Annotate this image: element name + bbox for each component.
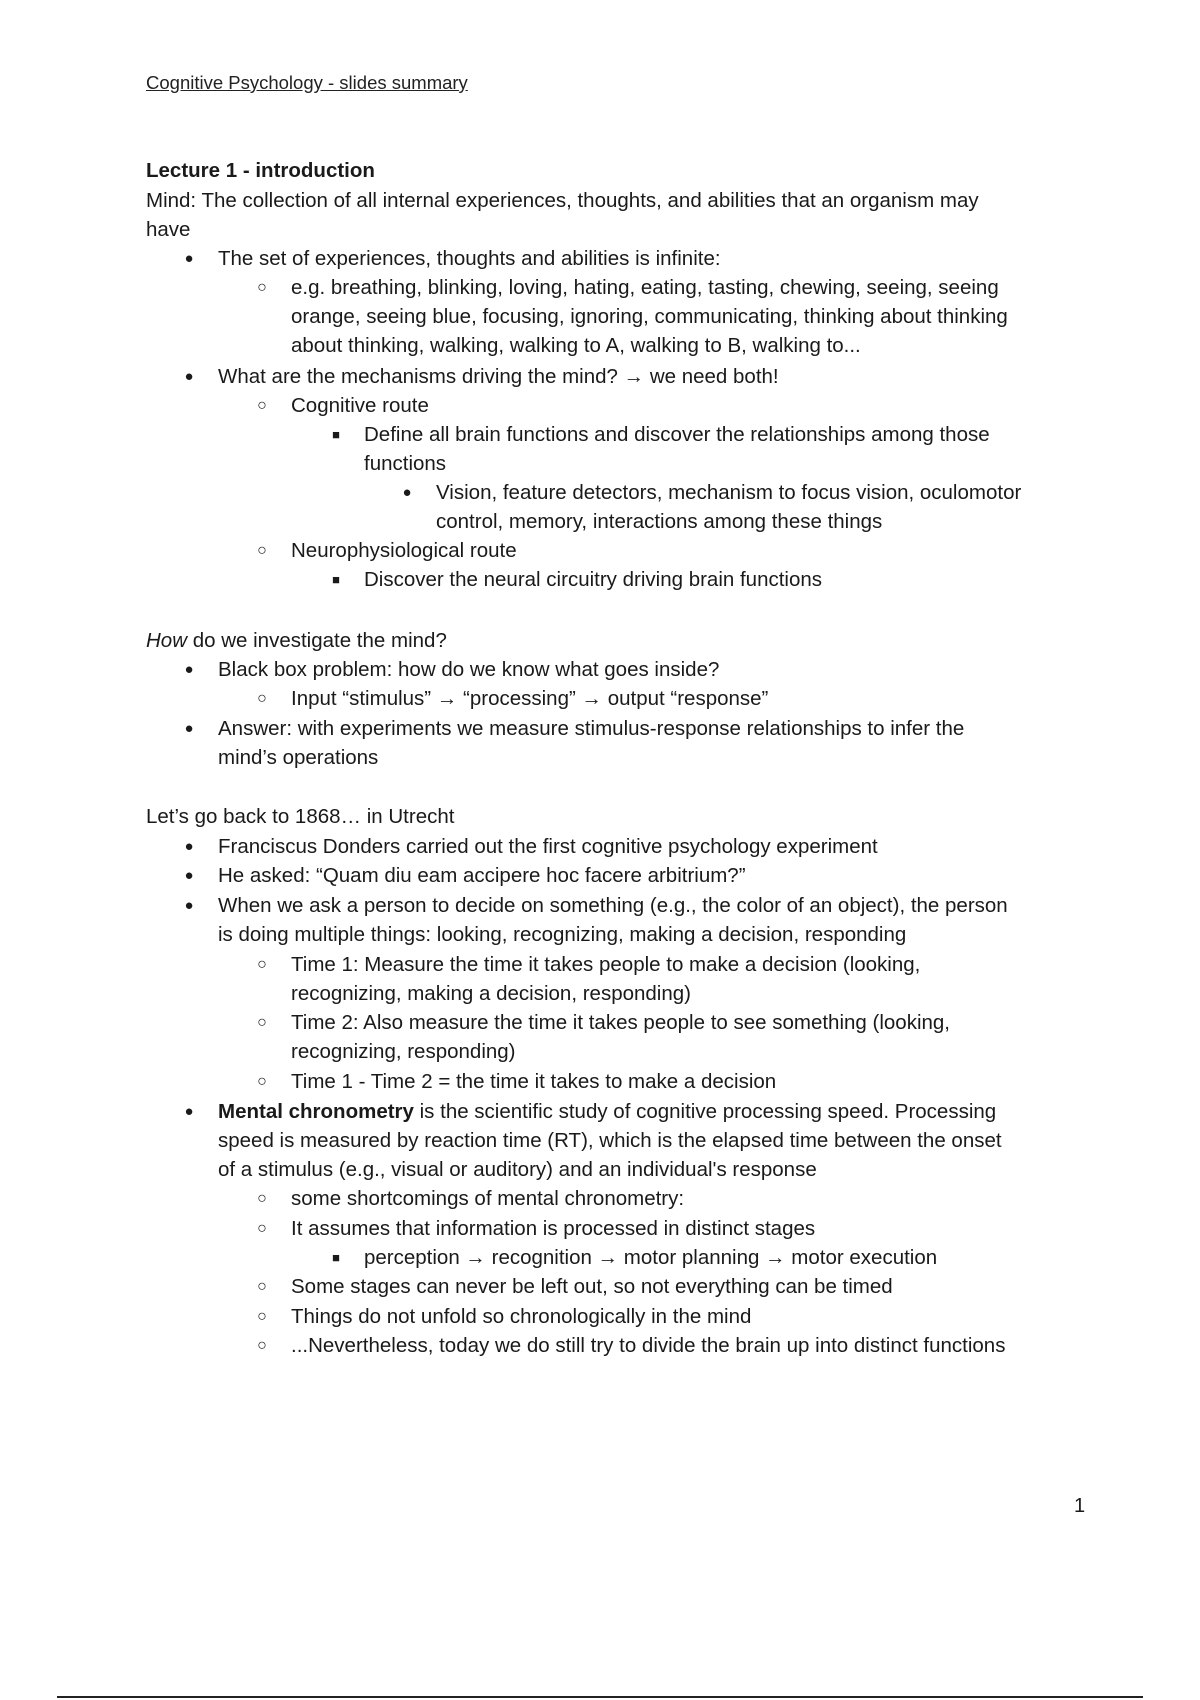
how-investigate-heading — [146, 626, 447, 655]
bullet-dot-icon: ● — [184, 897, 194, 914]
bullet-dot-icon: ● — [184, 368, 194, 385]
bullet-circle-icon: ○ — [257, 1220, 267, 1237]
vision-line-2: control, memory, interactions among these things — [436, 510, 883, 533]
bullet-dot-icon: ● — [184, 720, 194, 737]
bullet-dot-icon: ● — [402, 484, 412, 501]
when-ask-line-1: When we ask a person to decide on something (e.g., the color of an object), the person — [218, 894, 1008, 917]
discover-neural-text: Discover the neural circuitry driving brain functions — [364, 568, 823, 591]
bullet-circle-icon: ○ — [257, 1337, 267, 1354]
donders-text: Franciscus Donders carried out the first cognitive psychology experiment — [218, 835, 878, 858]
input-processing-text: Input “stimulus” → “processing” → output “response” — [291, 687, 769, 710]
mental-chron-line-1 — [218, 1097, 996, 1126]
bullet-dot-icon: ● — [184, 661, 194, 678]
bullet-square-icon: ■ — [332, 427, 340, 442]
example-line-3: about thinking, walking, walking to A, walking to B, walking to... — [291, 334, 861, 357]
bullet-circle-icon: ○ — [257, 1190, 267, 1207]
vision-line-1: Vision, feature detectors, mechanism to focus vision, oculomotor — [436, 481, 1022, 504]
black-box-text: Black box problem: how do we know what goes inside? — [218, 658, 720, 681]
time2-line-2: recognizing, responding) — [291, 1040, 516, 1063]
when-ask-line-2: is doing multiple things: looking, recognizing, making a decision, responding — [218, 923, 907, 946]
answer-line-1: Answer: with experiments we measure stimulus-response relationships to infer the — [218, 717, 965, 740]
bullet-circle-icon: ○ — [257, 1308, 267, 1325]
bullet-circle-icon: ○ — [257, 690, 267, 707]
define-all-line-2: functions — [364, 452, 447, 475]
bullet-circle-icon: ○ — [257, 1014, 267, 1031]
bullet-square-icon: ■ — [332, 572, 340, 587]
bullet-dot-icon: ● — [184, 867, 194, 884]
bullet-circle-icon: ○ — [257, 1073, 267, 1090]
go-back-heading: Let’s go back to 1868… in Utrecht — [146, 805, 455, 828]
mental-chron-term: Mental chronometry — [218, 1100, 414, 1123]
mental-chron-line-3: of a stimulus (e.g., visual or auditory) and an individual's response — [218, 1158, 817, 1181]
not-chrono-text: Things do not unfold so chronologically in the mind — [291, 1305, 752, 1328]
time1-line-1: Time 1: Measure the time it takes people to make a decision (looking, — [291, 953, 921, 976]
bullet-circle-icon: ○ — [257, 1278, 267, 1295]
distinct-stages-text: It assumes that information is processed in distinct stages — [291, 1217, 816, 1240]
mechanisms-text: What are the mechanisms driving the mind? → we need both! — [218, 365, 779, 388]
example-line-1: e.g. breathing, blinking, loving, hating, eating, tasting, chewing, seeing, seeing — [291, 276, 999, 299]
time-diff-text: Time 1 - Time 2 = the time it takes to make a decision — [291, 1070, 777, 1093]
bullet-circle-icon: ○ — [257, 956, 267, 973]
mental-chron-rest: is the scientific study of cognitive processing speed. Processing — [413, 1100, 997, 1123]
document-header: Cognitive Psychology - slides summary — [146, 72, 468, 93]
never-left-out-text: Some stages can never be left out, so not everything can be timed — [291, 1275, 893, 1298]
bullet-dot-icon: ● — [184, 250, 194, 267]
how-rest: do we investigate the mind? — [187, 629, 447, 652]
answer-line-2: mind’s operations — [218, 746, 379, 769]
define-all-line-1: Define all brain functions and discover the relationships among those — [364, 423, 990, 446]
shortcomings-text: some shortcomings of mental chronometry: — [291, 1187, 685, 1210]
mental-chron-line-2: speed is measured by reaction time (RT), which is the elapsed time between the onset — [218, 1129, 1002, 1152]
bullet-circle-icon: ○ — [257, 397, 267, 414]
bullet-circle-icon: ○ — [257, 279, 267, 296]
how-emphasis: How — [146, 629, 188, 652]
page-number: 1 — [1074, 1495, 1086, 1517]
lecture-title: Lecture 1 - introduction — [146, 159, 375, 182]
time1-line-2: recognizing, making a decision, responding) — [291, 982, 691, 1005]
he-asked-text: He asked: “Quam diu eam accipere hoc facere arbitrium?” — [218, 864, 746, 887]
perception-chain-text: perception → recognition → motor planning → motor execution — [364, 1246, 938, 1269]
time2-line-1: Time 2: Also measure the time it takes people to see something (looking, — [291, 1011, 950, 1034]
mind-definition-line-2: have — [146, 218, 191, 241]
bullet-dot-icon: ● — [184, 838, 194, 855]
bullet-square-icon: ■ — [332, 1250, 340, 1265]
bullet-circle-icon: ○ — [257, 542, 267, 559]
nevertheless-text: ...Nevertheless, today we do still try to divide the brain up into distinct functions — [291, 1334, 1006, 1357]
example-line-2: orange, seeing blue, focusing, ignoring, communicating, thinking about thinking — [291, 305, 1008, 328]
page-bottom-divider — [57, 1696, 1143, 1698]
set-infinite-text: The set of experiences, thoughts and abilities is infinite: — [218, 247, 721, 270]
neuro-route-text: Neurophysiological route — [291, 539, 517, 562]
bullet-dot-icon: ● — [184, 1103, 194, 1120]
cognitive-route-text: Cognitive route — [291, 394, 429, 417]
mind-definition-line-1: Mind: The collection of all internal experiences, thoughts, and abilities that an organism may — [146, 189, 979, 212]
